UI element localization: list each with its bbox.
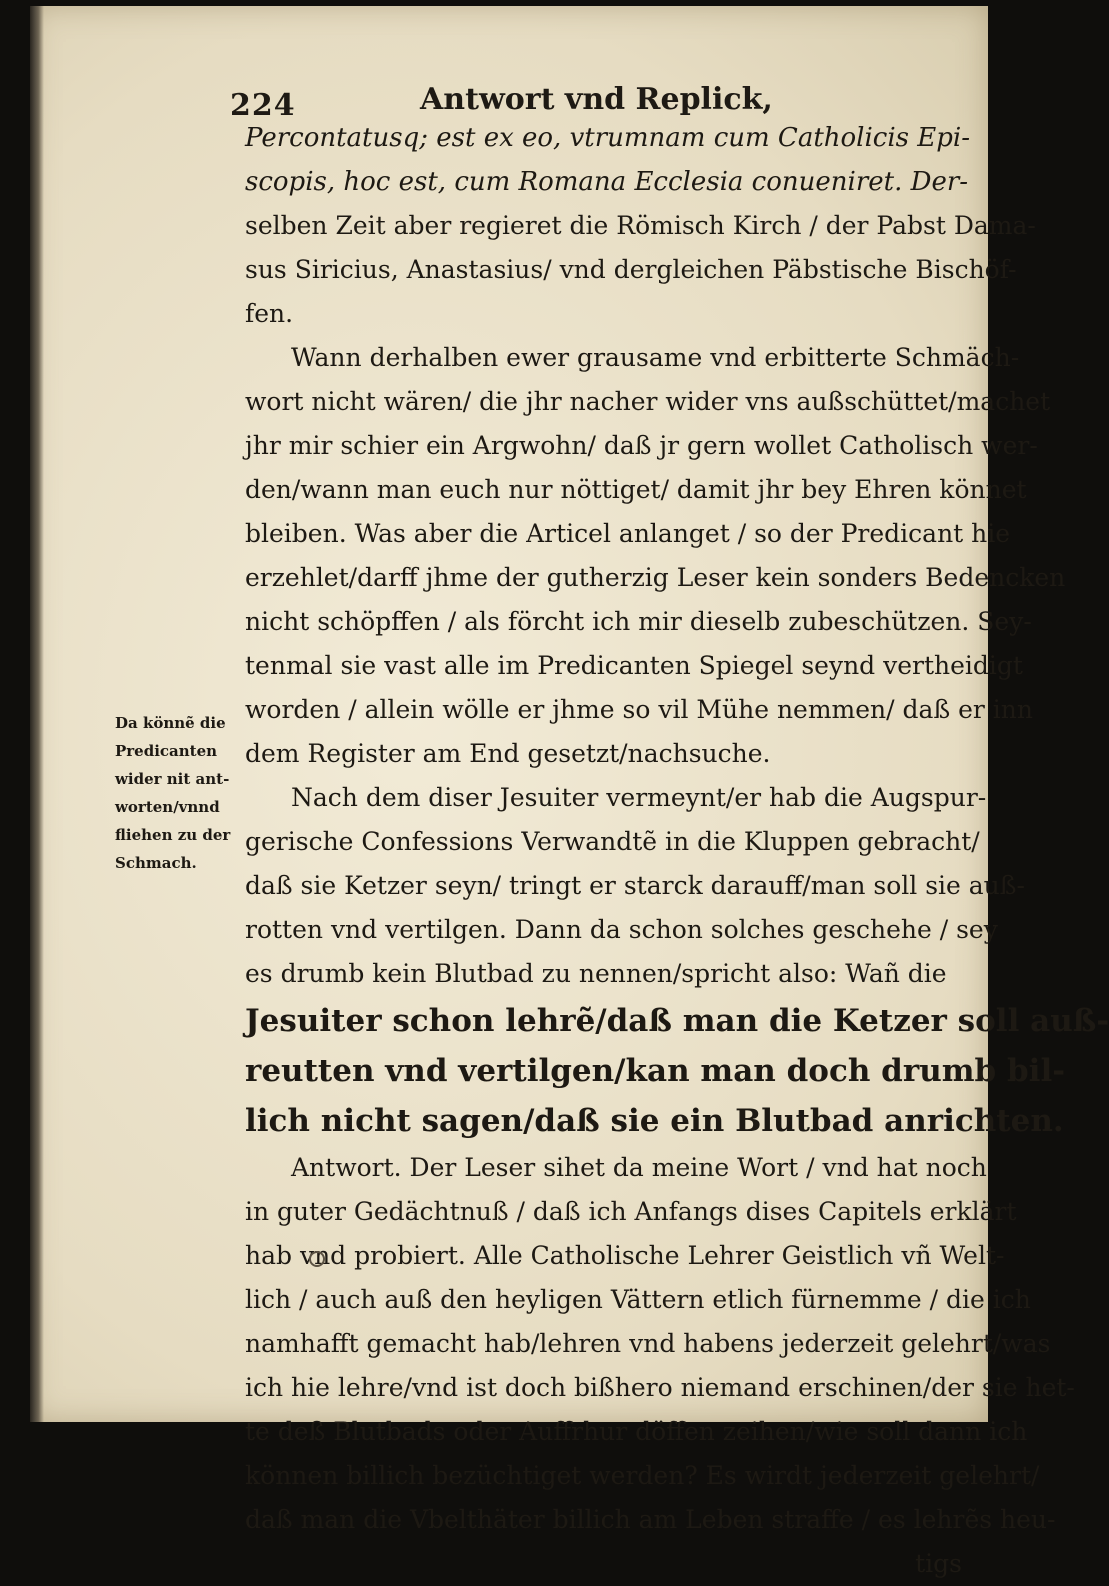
margin-note-line: Da könnẽ die	[115, 714, 226, 732]
text-line: sus Siricius, Anastasius/ vnd dergleichen Päbstische Bischöf-	[245, 255, 1017, 284]
catchword: tigs	[915, 1549, 962, 1578]
text-line: fen.	[245, 299, 294, 328]
margin-note-line: Schmach.	[115, 854, 197, 872]
text-line: Wann derhalben ewer grausame vnd erbitterte Schmäch-	[291, 343, 1020, 372]
text-line: dem Register am End gesetzt/nachsuche.	[245, 739, 771, 768]
margin-note-line: wider nit ant-	[115, 770, 230, 788]
text-line: daß man die Vbelthäter billich am Leben straffe / es lehrẽs heu-	[245, 1505, 1056, 1534]
text-line: hab vnd probiert. Alle Catholische Lehrer Geistlich vñ Welt-	[245, 1241, 1005, 1270]
margin-note	[115, 709, 275, 877]
text-line: nicht schöpffen / als förcht ich mir dieselb zubeschützen. Sey-	[245, 607, 1032, 636]
margin-note-line: fliehen zu der	[115, 826, 231, 844]
body-text	[245, 116, 1109, 1586]
text-line: namhafft gemacht hab/lehren vnd habens jederzeit gelehrt/was	[245, 1329, 1051, 1358]
text-line: tenmal sie vast alle im Predicanten Spiegel seynd vertheidigt	[245, 651, 1023, 680]
text-line: Antwort. Der Leser sihet da meine Wort / vnd hat noch	[291, 1153, 987, 1182]
text-line: gerische Confessions Verwandtẽ in die Kluppen gebracht/	[245, 827, 980, 856]
running-head: Antwort vnd Replick,	[420, 82, 773, 117]
text-line: in guter Gedächtnuß / daß ich Anfangs dises Capitels erklärt	[245, 1197, 1017, 1226]
text-line: erzehlet/darff jhme der gutherzig Leser kein sonders Bedencken	[245, 563, 1066, 592]
page-number: 224	[230, 88, 296, 123]
text-line: wort nicht wären/ die jhr nacher wider vns außschüttet/machet	[245, 387, 1051, 416]
text-line: den/wann man euch nur nöttiget/ damit jhr bey Ehren könnet	[245, 475, 1027, 504]
text-line: lich / auch auß den heyligen Vättern etlich fürnemme / die ich	[245, 1285, 1031, 1314]
text-line: worden / allein wölle er jhme so vil Mühe nemmen/ daß er inn	[245, 695, 1033, 724]
text-line: te deß Blutbads oder Auffrhur döffen zeihen/wie soll dann ich	[245, 1417, 1028, 1446]
text-line: ich hie lehre/vnd ist doch bißhero niemand erschinen/der sie het-	[245, 1373, 1075, 1402]
text-line: selben Zeit aber regieret die Römisch Kirch / der Pabst Dama-	[245, 211, 1036, 240]
paper-ring-mark	[309, 1251, 325, 1267]
book-spine-shadow	[30, 6, 44, 1422]
margin-note-line: Predicanten	[115, 742, 218, 760]
quoted-line: reutten vnd vertilgen/kan man doch drumb bil-	[245, 1053, 1066, 1089]
text-line: scopis, hoc est, cum Romana Ecclesia conueniret. Der-	[245, 167, 969, 197]
quoted-line: lich nicht sagen/daß sie ein Blutbad anrichten.	[245, 1103, 1064, 1139]
text-line: bleiben. Was aber die Articel anlanget / so der Predicant hie	[245, 519, 1011, 548]
margin-note-line: worten/vnnd	[115, 798, 220, 816]
text-line: Percontatusq; est ex eo, vtrumnam cum Catholicis Epi-	[245, 123, 971, 153]
book-page	[30, 6, 1109, 1578]
text-line: daß sie Ketzer seyn/ tringt er starck darauff/man soll sie auß-	[245, 871, 1025, 900]
text-line: können billich bezüchtiget werden? Es wirdt jederzeit gelehrt/	[245, 1461, 1040, 1490]
text-line: es drumb kein Blutbad zu nennen/spricht also: Wañ die	[245, 959, 947, 988]
text-line: rotten vnd vertilgen. Dann da schon solches geschehe / sey	[245, 915, 998, 944]
text-line: Nach dem diser Jesuiter vermeynt/er hab die Augspur-	[291, 783, 987, 812]
text-line: jhr mir schier ein Argwohn/ daß jr gern wollet Catholisch wer-	[245, 431, 1038, 460]
quoted-line: Jesuiter schon lehrẽ/daß man die Ketzer soll auß-	[245, 1003, 1109, 1039]
